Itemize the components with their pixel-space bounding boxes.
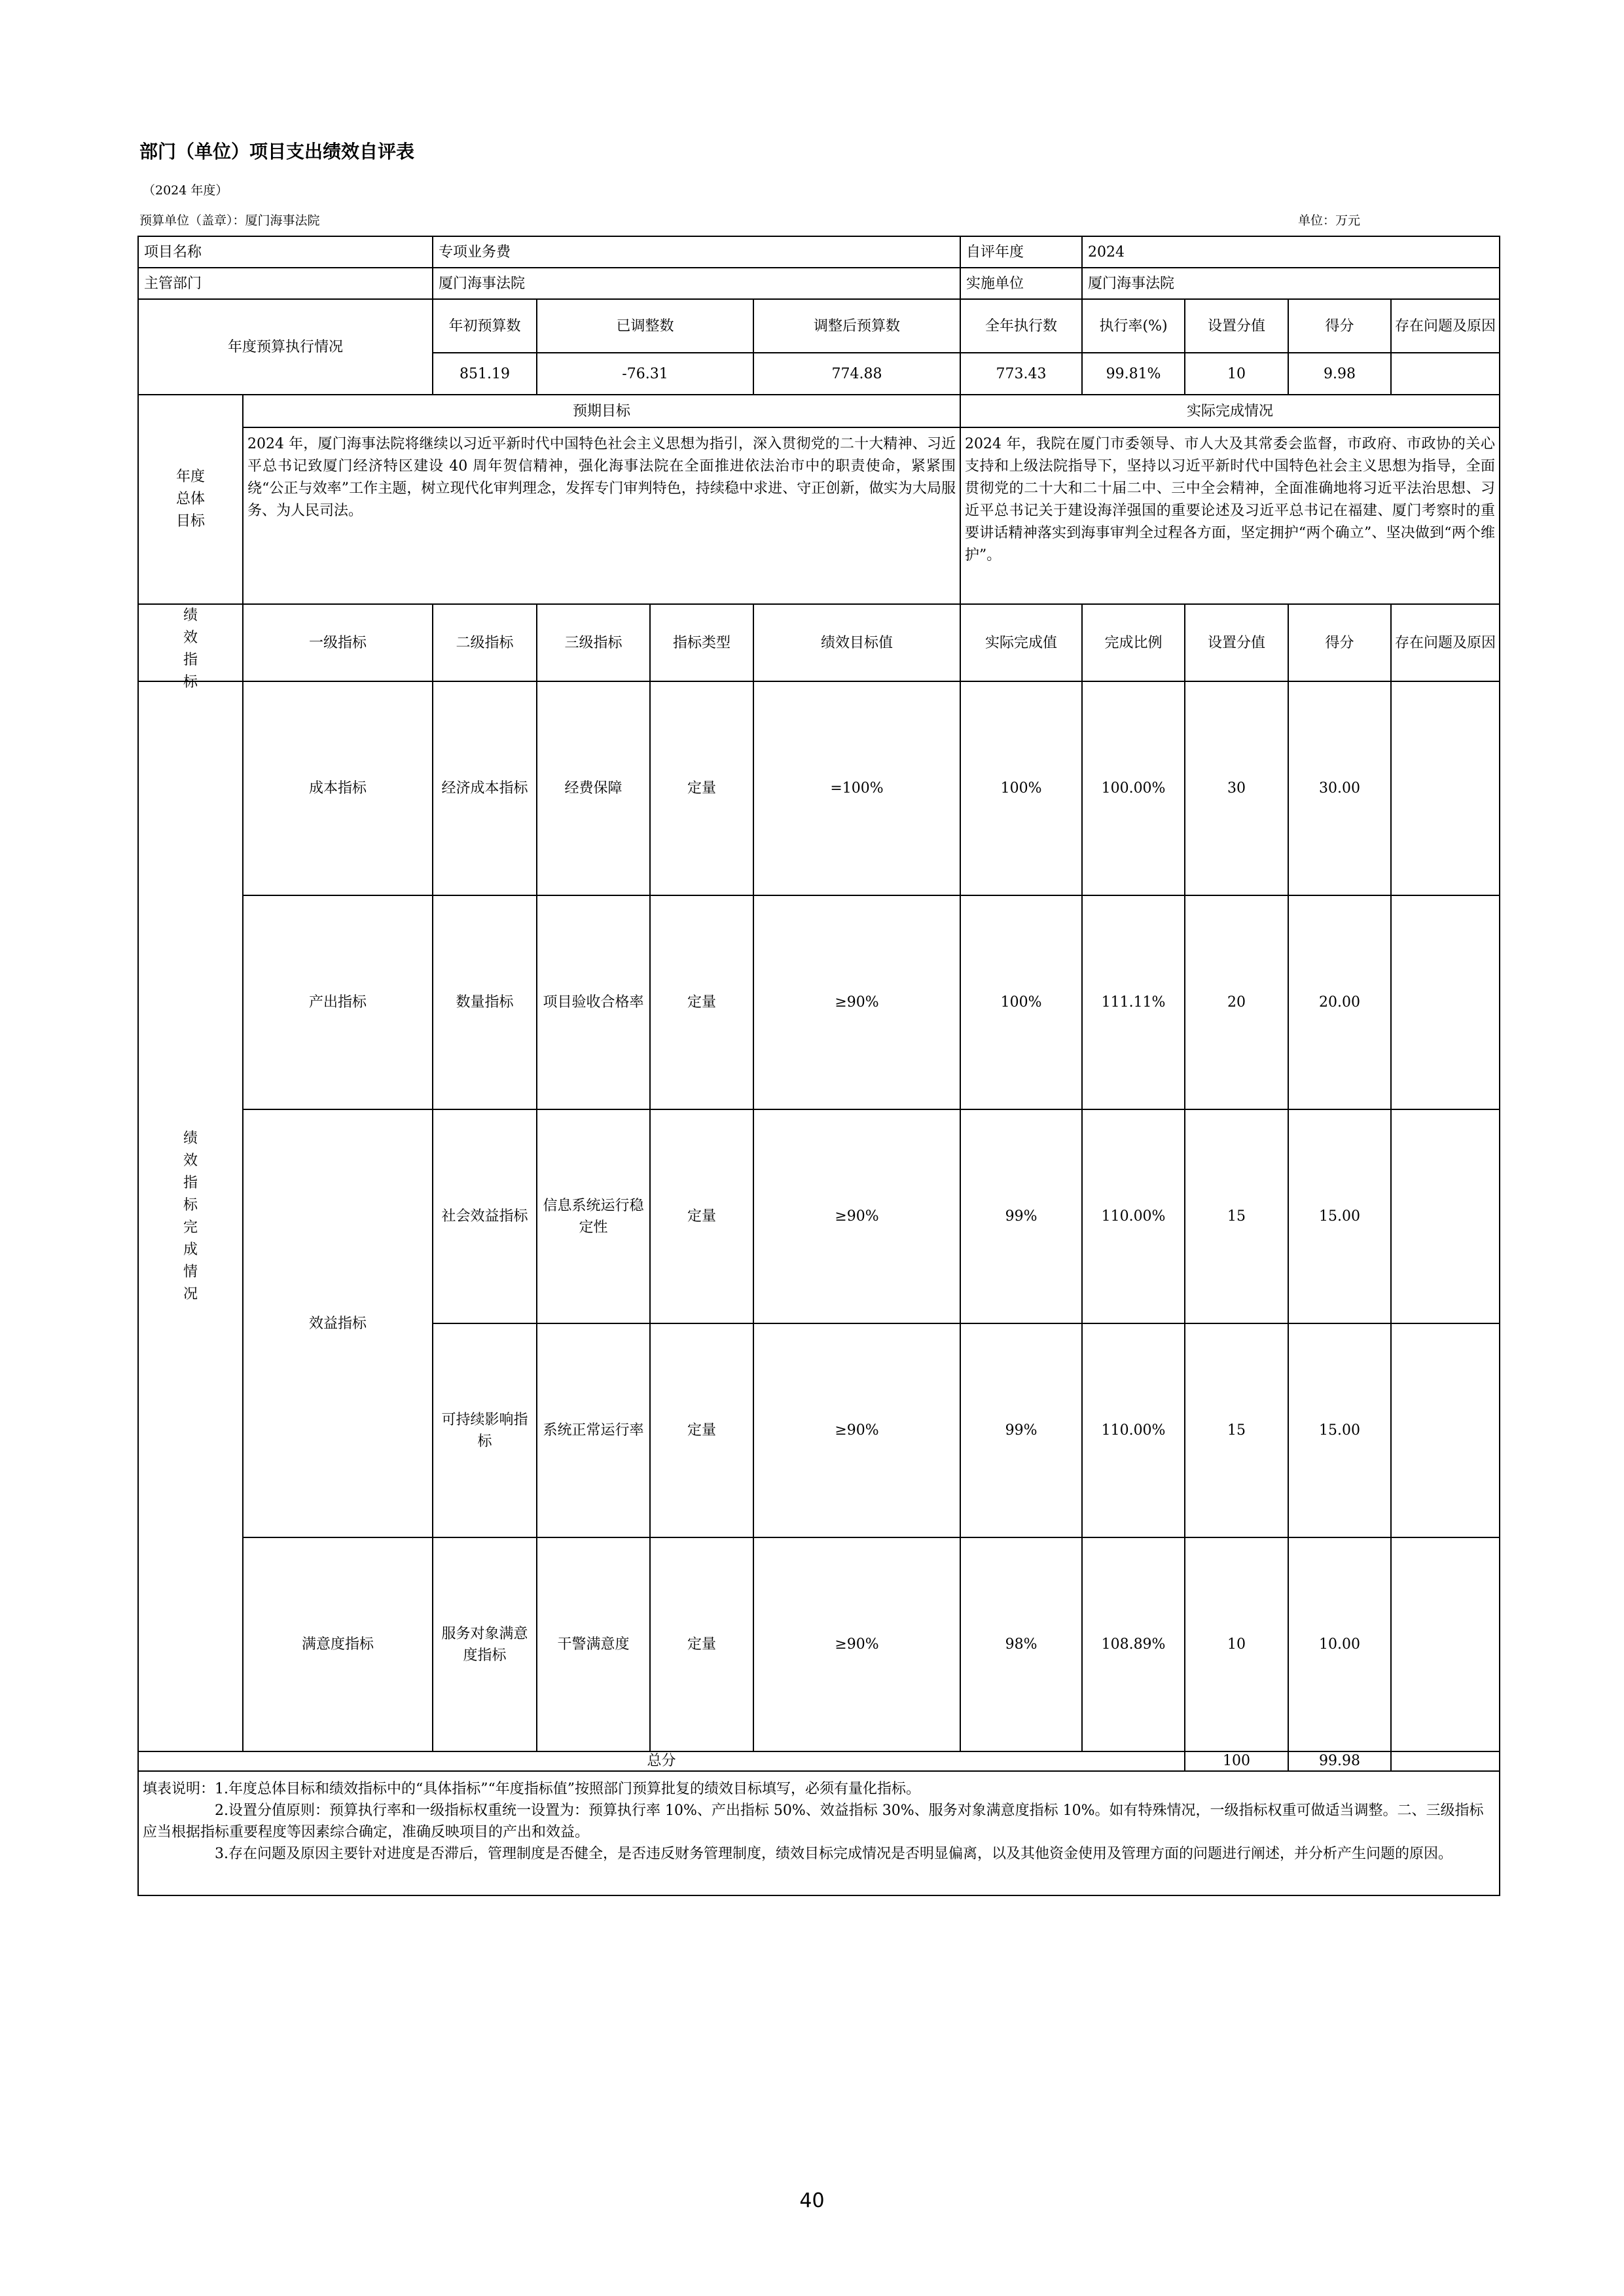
level2-indicator: 社会效益指标 (433, 1109, 537, 1323)
score-value: 20.00 (1288, 895, 1391, 1109)
budget-value: 851.19 (433, 353, 537, 395)
issue-value (1391, 1537, 1500, 1751)
weight-value: 20 (1185, 895, 1288, 1109)
year-note: （2024 年度） (143, 183, 228, 198)
completion-ratio: 110.00% (1082, 1109, 1185, 1323)
weight-value: 30 (1185, 681, 1288, 895)
indicator-type: 定量 (650, 1537, 753, 1751)
budget-header: 调整后预算数 (753, 299, 960, 353)
goals-section-label (138, 395, 243, 604)
fill-instructions (138, 1771, 1500, 1895)
indicator-label-top-text: 绩效指标 (183, 607, 198, 691)
indicator-header: 实际完成值 (960, 604, 1082, 681)
budget-value: 773.43 (960, 353, 1082, 395)
instruction-line-3: 3.存在问题及原因主要针对进度是否滞后，管理制度是否健全，是否违反财务管理制度，绩效目标完成情况是否明显偏离，以及其他资金使用及管理方面的问题进行阐述，并分析产生问题的原因。 (215, 1846, 1453, 1862)
budget-header: 已调整数 (537, 299, 753, 353)
budget-header: 年初预算数 (433, 299, 537, 353)
budget-header: 存在问题及原因 (1391, 299, 1500, 353)
actual-result-text: 2024 年，我院在厦门市委领导、市人大及其常委会监督，市政府、市政协的关心支持和上级法院指导下，坚持以习近平新时代中国特色社会主义思想为指导，全面贯彻党的二十大和二十届二中、三中全会精神，全面准确地将习近平法治思想、习近平总书记关于建设海洋强国的重要论述及习近平总书记在福建、厦门考察时的重要讲话精神落实到海事审判全过程各方面，坚定拥护“两个确立”、坚决做到“两个维护”。 (960, 427, 1500, 604)
project-name-value: 专项业务费 (433, 236, 960, 268)
level1-indicator: 满意度指标 (243, 1537, 433, 1751)
budget-section-label: 年度预算执行情况 (138, 299, 433, 395)
currency-unit-label: 单位：万元 (1298, 213, 1361, 228)
actual-value: 99% (960, 1323, 1082, 1537)
indicator-label-top (138, 604, 243, 691)
indicator-header: 三级指标 (537, 604, 650, 681)
instruction-line-2: 2.设置分值原则：预算执行率和一级指标权重统一设置为：预算执行率 10%、产出指标 50%、效益指标 30%、服务对象满意度指标 10%。如有特殊情况，一级指标权重可做适当调整。二、三级指标应当根据指标重要程度等因素综合确定，准确反映项目的产出和效益。 (143, 1803, 1484, 1840)
indicator-type: 定量 (650, 681, 753, 895)
indicator-type: 定量 (650, 1109, 753, 1323)
issue-value (1391, 681, 1500, 895)
budget-header: 全年执行数 (960, 299, 1082, 353)
issue-value (1391, 895, 1500, 1109)
indicator-section-label (138, 681, 243, 1751)
eval-year-label: 自评年度 (960, 236, 1082, 268)
level3-indicator: 信息系统运行稳定性 (537, 1109, 650, 1323)
budget-unit-label: 预算单位（盖章）：厦门海事法院 (139, 213, 320, 228)
actual-result-header: 实际完成情况 (960, 395, 1500, 427)
indicator-header: 完成比例 (1082, 604, 1185, 681)
budget-value: 9.98 (1288, 353, 1391, 395)
total-weight: 100 (1185, 1751, 1288, 1771)
indicator-header: 二级指标 (433, 604, 537, 681)
page-title: 部门（单位）项目支出绩效自评表 (139, 141, 415, 162)
indicator-header: 存在问题及原因 (1391, 604, 1500, 681)
level3-indicator: 系统正常运行率 (537, 1323, 650, 1537)
weight-value: 10 (1185, 1537, 1288, 1751)
completion-ratio: 108.89% (1082, 1537, 1185, 1751)
project-name-label: 项目名称 (138, 236, 433, 268)
budget-header: 执行率(%) (1082, 299, 1185, 353)
page-number: 40 (799, 2189, 825, 2212)
budget-value (1391, 353, 1500, 395)
eval-year-value: 2024 (1082, 236, 1500, 268)
budget-header: 得分 (1288, 299, 1391, 353)
level1-indicator: 成本指标 (243, 681, 433, 895)
score-value: 30.00 (1288, 681, 1391, 895)
level2-indicator: 数量指标 (433, 895, 537, 1109)
target-value: ≥90% (753, 1323, 960, 1537)
budget-header: 设置分值 (1185, 299, 1288, 353)
expected-goal-text: 2024 年，厦门海事法院将继续以习近平新时代中国特色社会主义思想为指引，深入贯彻党的二十大精神、习近平总书记致厦门经济特区建设 40 周年贺信精神，强化海事法院在全面推进依法治市中的职责使命，紧紧围绕“公正与效率”工作主题，树立现代化审判理念，发挥专门审判特色，持续稳中求进、守正创新，做实为大局服务、为人民司法。 (243, 427, 960, 604)
weight-value: 15 (1185, 1109, 1288, 1323)
actual-value: 100% (960, 681, 1082, 895)
issue-value (1391, 1109, 1500, 1323)
target-value: ≥90% (753, 1537, 960, 1751)
indicator-header: 指标类型 (650, 604, 753, 681)
budget-value: 774.88 (753, 353, 960, 395)
target-value: =100% (753, 681, 960, 895)
total-label: 总分 (138, 1751, 1185, 1771)
budget-value: 10 (1185, 353, 1288, 395)
budget-value: -76.31 (537, 353, 753, 395)
completion-ratio: 100.00% (1082, 681, 1185, 895)
level2-indicator: 服务对象满意度指标 (433, 1537, 537, 1751)
level3-indicator: 项目验收合格率 (537, 895, 650, 1109)
dept-value: 厦门海事法院 (433, 268, 960, 299)
score-value: 10.00 (1288, 1537, 1391, 1751)
total-issue (1391, 1751, 1500, 1771)
dept-label: 主管部门 (138, 268, 433, 299)
target-value: ≥90% (753, 895, 960, 1109)
indicator-header: 绩效目标值 (753, 604, 960, 681)
level2-indicator: 经济成本指标 (433, 681, 537, 895)
indicator-header: 设置分值 (1185, 604, 1288, 681)
level1-indicator: 产出指标 (243, 895, 433, 1109)
performance-table (137, 236, 1500, 1896)
level3-indicator: 经费保障 (537, 681, 650, 895)
completion-ratio: 111.11% (1082, 895, 1185, 1109)
score-value: 15.00 (1288, 1323, 1391, 1537)
indicator-type: 定量 (650, 1323, 753, 1537)
indicator-header: 一级指标 (243, 604, 433, 681)
impl-unit-value: 厦门海事法院 (1082, 268, 1500, 299)
impl-unit-label: 实施单位 (960, 268, 1082, 299)
target-value: ≥90% (753, 1109, 960, 1323)
level3-indicator: 干警满意度 (537, 1537, 650, 1751)
actual-value: 100% (960, 895, 1082, 1109)
budget-value: 99.81% (1082, 353, 1185, 395)
instruction-line-1: 填表说明：1.年度总体目标和绩效指标中的“具体指标”“年度指标值”按照部门预算批复的绩效目标填写，必须有量化指标。 (143, 1781, 920, 1797)
level2-indicator: 可持续影响指标 (433, 1323, 537, 1537)
total-score: 99.98 (1288, 1751, 1391, 1771)
goals-section-text: 年度总体目标 (175, 469, 205, 529)
expected-goal-header: 预期目标 (243, 395, 960, 427)
indicator-header: 得分 (1288, 604, 1391, 681)
actual-value: 98% (960, 1537, 1082, 1751)
indicator-type: 定量 (650, 895, 753, 1109)
level1-indicator: 效益指标 (243, 1109, 433, 1537)
indicator-section-text: 绩效指标完成情况 (183, 1130, 198, 1302)
completion-ratio: 110.00% (1082, 1323, 1185, 1537)
score-value: 15.00 (1288, 1109, 1391, 1323)
weight-value: 15 (1185, 1323, 1288, 1537)
issue-value (1391, 1323, 1500, 1537)
actual-value: 99% (960, 1109, 1082, 1323)
